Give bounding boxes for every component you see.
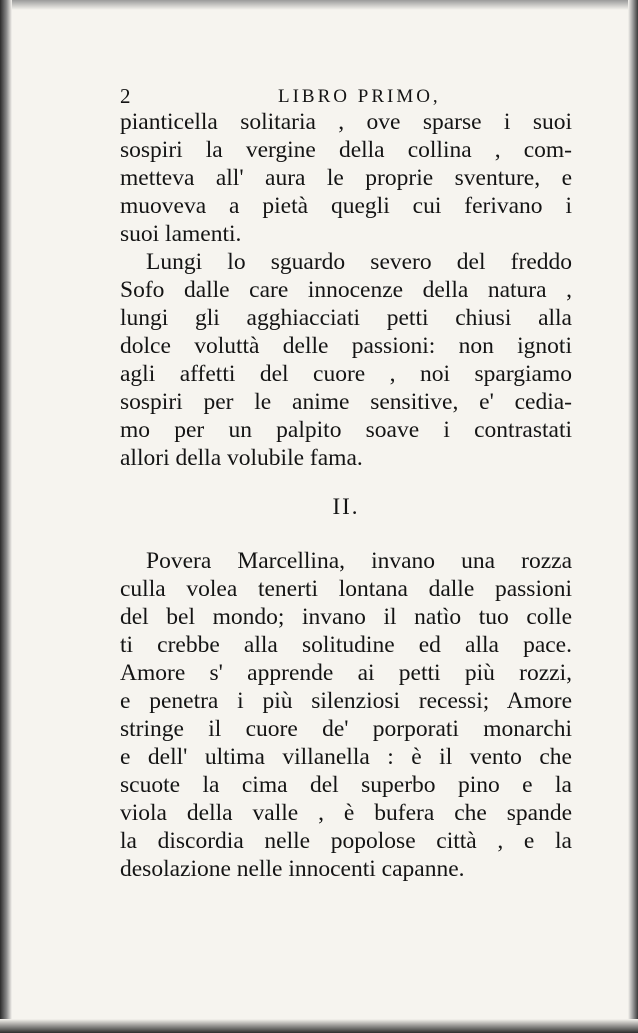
paragraph-2 [120,248,572,472]
text-line: Sofo dalle care innocenze della natura , [120,277,572,303]
text-line: mo per un palpito soave i contrastati [120,417,572,443]
text-line: e dell' ultima villanella : è il vento che [120,744,572,770]
text-line: suoi lamenti. [120,221,242,247]
text-line: scuote la cima del superbo pino e la [120,772,572,798]
text-line: metteva all' aura le proprie sventure, e [120,165,572,191]
text-line: allori della volubile fama. [120,445,363,471]
text-line: agli affetti del cuore , noi spargiamo [120,361,572,387]
text-line: stringe il cuore de' porporati monarchi [120,716,572,742]
text-line: Lungi lo sguardo severo del freddo [146,249,572,275]
text-line: sospiri per le anime sensitive, e' cedia- [120,389,572,415]
scan-edge-right [628,0,638,1033]
text-line: desolazione nelle innocenti capanne. [120,856,465,882]
running-head: LIBRO PRIMO, [278,86,441,107]
text-line: ti crebbe alla solitudine ed alla pace. [120,632,572,658]
text-line: sospiri la vergine della collina , com- [120,137,572,163]
text-line: lungi gli agghiacciati petti chiusi alla [120,305,572,331]
paragraph-3 [120,547,572,883]
text-line: culla volea tenerti lontana dalle passioni [120,576,572,602]
text-line: e penetra i più silenziosi recessi; Amore [120,688,572,714]
text-line: la discordia nelle popolose città , e la [120,828,572,854]
text-line: viola della valle , è bufera che spande [120,800,572,826]
scan-edge-bottom [0,1019,638,1033]
paragraph-1 [120,108,572,248]
scan-edge-top [0,0,638,10]
text-line: pianticella solitaria , ove sparse i suoi [120,109,572,135]
text-line: Amore s' apprende ai petti più rozzi, [120,660,572,686]
text-line: dolce voluttà delle passioni: non ignoti [120,333,572,359]
text-line: muoveva a pietà quegli cui ferivano i [120,193,572,219]
text-line: Povera Marcellina, invano una rozza [146,548,572,574]
section-heading: II. [332,494,360,519]
text-line: del bel mondo; invano il natìo tuo colle [120,604,572,630]
scan-edge-left [0,0,12,1033]
page-number: 2 [120,84,133,108]
page-header [120,84,580,110]
